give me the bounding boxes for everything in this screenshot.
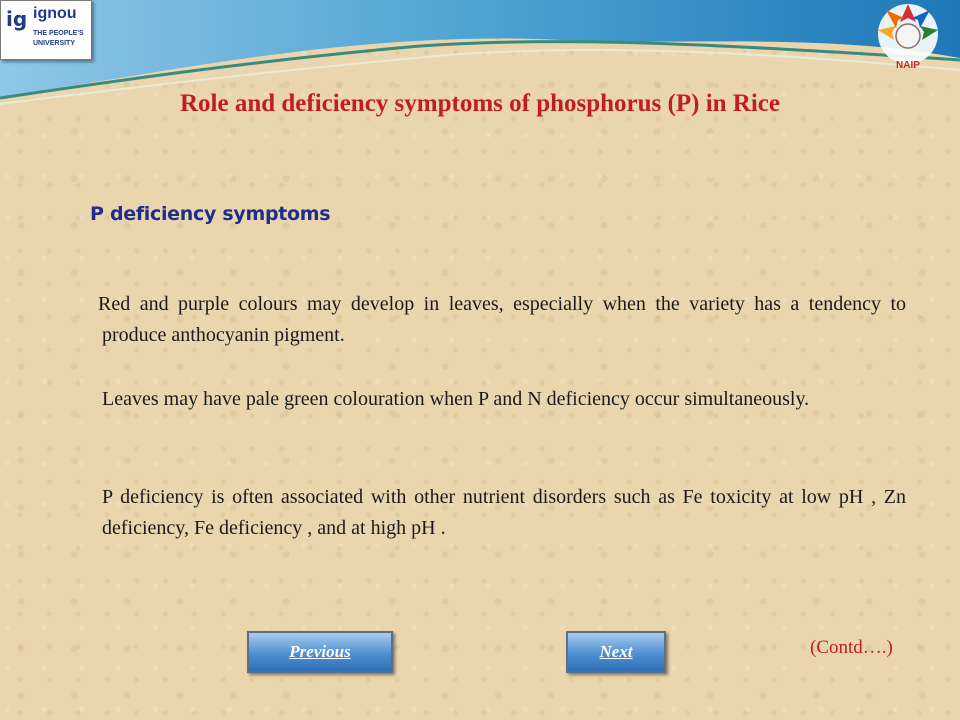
- paragraph-2: Leaves may have pale green colouration when P and N deficiency occur simultaneously.: [102, 388, 810, 410]
- previous-button[interactable]: Previous: [247, 631, 393, 673]
- paragraph-1: Red and purple colours may develop in leaves, especially when the variety has a tendency to produce anthocyanin pigment.: [98, 293, 906, 346]
- ignou-logo: [0, 0, 92, 60]
- paragraph-3: P deficiency is often associated with other nutrient disorders such as Fe toxicity at low pH , Zn deficiency, Fe deficiency , and at high pH .: [102, 486, 906, 539]
- naip-logo-text: NAIP: [896, 60, 920, 71]
- page-title: Role and deficiency symptoms of phosphorus (P) in Rice: [179, 90, 780, 117]
- continued-label: (Contd….): [810, 637, 893, 658]
- ignou-tagline-1: THE PEOPLE'S: [33, 30, 84, 37]
- ignou-logo-text: ignou: [33, 5, 77, 22]
- ignou-tagline-2: UNIVERSITY: [33, 40, 76, 47]
- naip-logo: [860, 0, 956, 74]
- section-heading: P deficiency symptoms: [90, 203, 331, 225]
- ignou-emblem: ig: [6, 7, 28, 31]
- next-button[interactable]: Next: [566, 631, 666, 673]
